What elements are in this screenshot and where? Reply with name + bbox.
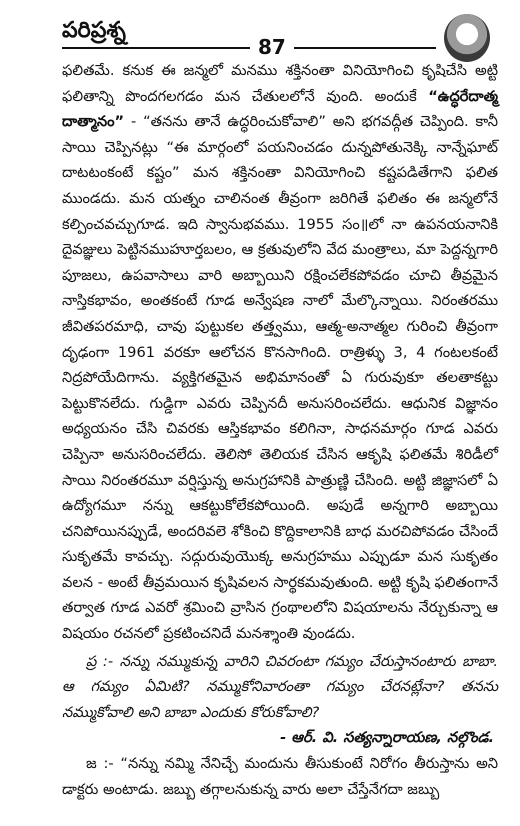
- body-paragraph: [62, 58, 498, 647]
- article-body: [62, 58, 498, 802]
- question-signature: - ఆర్. వి. సత్యన్నారాయణ, నల్గొండ.: [280, 729, 494, 747]
- question-answer: [62, 649, 498, 803]
- header-rule: [62, 47, 436, 49]
- page-number: 87: [250, 36, 294, 58]
- answer-text: జ :- “నన్ను నమ్మి నేనిచ్చే మందును తీసుకుంటే నిరోగం తీరుస్తాను అని డాక్టరు అంటాడు. జబ్బు తగ్గాలనుకున్న వారు అలా చేస్తేనేగదా జబ్బు: [62, 755, 498, 798]
- question-text: ప్ర :- నన్ను నమ్ముకున్న వారిని చివరంటా గమ్యం చేరుస్తానంటారు బాబా. ఆ గమ్యం ఏమిటి? నమ్ముకోనివారంతా గమ్యం చేరనట్లేనా? తనను నమ్ముకోవాలి అని బాబా ఎందుకు కోరుకోవాలి?: [62, 652, 498, 721]
- paragraph-text-start: ఫలితమే. కనుక ఈ జన్మలో మనము శక్తినంతా వినియోగించి కృషిచేసి అట్టి ఫలితాన్ని పొందగలగడం మన చేతులలోనే వుంది. అందుకే: [62, 62, 498, 105]
- page-header: [62, 0, 498, 58]
- paragraph-text-rest: - “తనను తానే ఉద్ధరించుకోవాలి” అని భగవద్గీత చెప్పింది. కానీ సాయి చెప్పినట్లు “ఈ మార్గంలో పయనించడం దున్నపోతునెక్కి నాన్నేఘాట్ దాటటంకంటే కష్టం” మన శక్తినంతా వినియోగించి కష్టపడితేగాని ఫలిత ముండదు. మన యత్నం చాలినంత తీవ్రంగా జరిగితే ఫలితం ఈ జన్మలోనే కల్పించవచ్చుగూడ. ఇది స్వానుభవము. 1955 సం॥లో నా ఉపనయనానికి దైవజ్ఞులు పెట్టినముహూర్తబలం, ఆ క్రతువులోని వేద మంత్రాలు, మా పెద్దన్నగారి పూజలు, ఉపవాసాలు వారి అబ్బాయిని రక్షించలేకపోవడం చూచి తీవ్రమైన నాస్తికభావం, అంతకంటే గూడ అన్వేషణ నాలో మేల్కొన్నాయి. నిరంతరము జీవితపరమాధి, చావు పుట్టుకల తత్త్వము, ఆత్మ-అనాత్మల గురించి తీవ్రంగా దృఢంగా 1961 వరకూ ఆలోచన కొనసాగింది. రాత్రిళ్ళు 3, 4 గంటలకంటే నిద్రపోయేదిగాను. వ్యక్తిగతమైన అభిమానంతో ఏ గురువుకూ తలతాకట్టు పెట్టుకొనలేదు. గుడ్డిగా ఎవరు చెప్పినదీ అనుసరించలేదు. ఆధునిక విజ్ఞానం అధ్యయనం చేసి చివరకు ఆస్తికభావం కలిగినా, సాధనమార్గం గూడ ఎవరు చెప్పినా అనుసరించలేదు. తెలిసో తెలియక చేసిన ఆకృషి ఫలితమే శిరిడీలో సాయి నిరంతరమూ వర్షిస్తున్న అనుగ్రహానికి పాత్రుణ్ణి చేసింది. అట్టి జిజ్ఞాసలో ఏ ఉద్యోగమూ నన్ను ఆకట్టుకోలేకపోయింది. అపుడే అన్నగారి అబ్బాయి చనిపోయినప్పుడే, అందరివలె శోకించి కొద్దికాలానికి బాధ మరచిపోవడం చేసిందే సుకృతమే కావచ్చు. సద్గురువుయొక్క అనుగ్రహము ఎప్పుడూ మన సుకృతం వలన - అంటే తీవ్రమయిన కృషివలన సార్థకమవుతుంది. అట్టి కృషి ఫలితంగానే తర్వాత గూడ ఎవరో శ్రమించి వ్రాసిన గ్రంథాలలోని విషయాలను నేర్చుకున్నా ఆ విషయం రచనలో ప్రకటించనిదే మనశ్శాంతి వుండదు.: [62, 113, 498, 643]
- running-title: పరిప్రశ్న: [62, 18, 126, 43]
- portrait-icon: [444, 14, 490, 62]
- sanskrit-quote: “ఉద్ధరేదాత్మ దాత్మానం”: [62, 87, 498, 131]
